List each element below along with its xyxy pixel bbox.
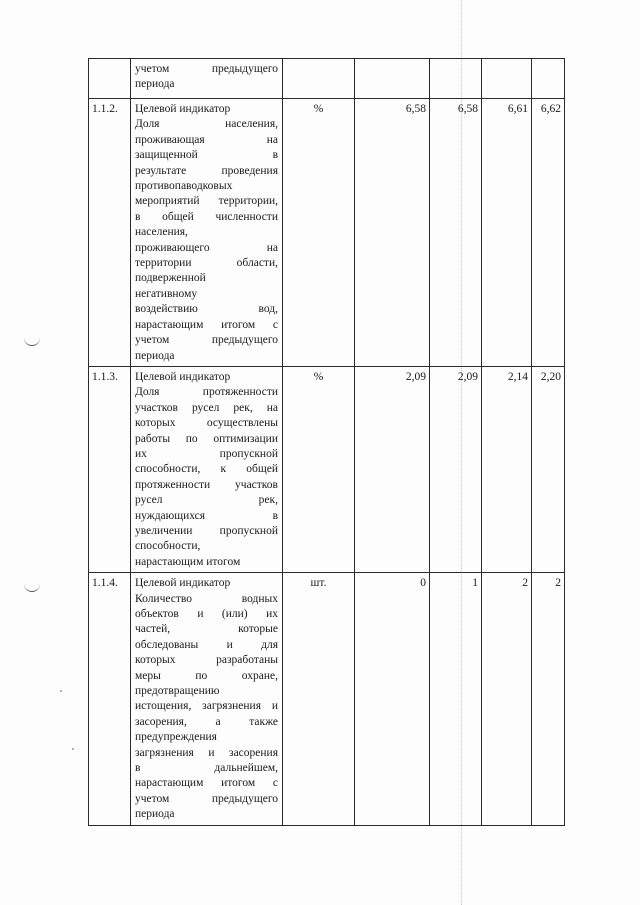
description-line: Целевой индикатор bbox=[135, 103, 231, 115]
unit-of-measure bbox=[283, 59, 355, 99]
description-line: подверженной bbox=[135, 272, 206, 285]
description-line: противопаводковых bbox=[135, 180, 233, 193]
table-row bbox=[89, 59, 565, 99]
value-year-2: 6,58 bbox=[430, 99, 482, 367]
description-line: способности, к общей bbox=[135, 463, 278, 476]
description-line: учетом предыдущего bbox=[135, 334, 278, 347]
description-line: меры по охране, bbox=[135, 669, 278, 682]
description-line: учетом предыдущего bbox=[135, 792, 278, 805]
indicator-description bbox=[131, 59, 283, 99]
value-year-2: 2,09 bbox=[430, 366, 482, 572]
indicator-number: 1.1.2. bbox=[89, 99, 131, 367]
description-line: участков русел рек, на bbox=[135, 401, 278, 414]
value-year-4 bbox=[532, 59, 565, 99]
description-line: их пропускной bbox=[135, 447, 278, 460]
description-line: загрязнения и засорения bbox=[135, 746, 278, 759]
description-line: истощения, загрязнения и bbox=[135, 700, 278, 713]
description-line: нарастающим итогом bbox=[135, 555, 241, 568]
description-line: нуждающихся в bbox=[135, 509, 278, 522]
description-line: способности, bbox=[135, 540, 201, 553]
description-line: результате проведения bbox=[135, 164, 278, 177]
description-line: нарастающим итогом с bbox=[135, 777, 278, 790]
description-line: проживающего на bbox=[135, 241, 278, 254]
scan-speck bbox=[60, 690, 62, 692]
description-line: засорения, а также bbox=[135, 715, 278, 728]
indicator-table-body bbox=[89, 59, 565, 826]
value-year-3: 2,14 bbox=[482, 366, 532, 572]
scan-speck bbox=[72, 748, 74, 750]
description-line: Доля протяженности bbox=[135, 386, 278, 399]
description-line: частей, которые bbox=[135, 623, 278, 636]
description-line: защищенной в bbox=[135, 149, 278, 162]
description-line: периода bbox=[135, 808, 175, 821]
value-year-1: 6,58 bbox=[355, 99, 430, 367]
value-year-4: 6,62 bbox=[532, 99, 565, 367]
value-year-3: 2 bbox=[482, 573, 532, 826]
description-line: предупреждения bbox=[135, 731, 217, 744]
description-line: нарастающим итогом с bbox=[135, 318, 278, 331]
indicator-number: 1.1.4. bbox=[89, 573, 131, 826]
indicator-number: 1.1.3. bbox=[89, 366, 131, 572]
description-line: негативному bbox=[135, 287, 198, 300]
table-row bbox=[89, 573, 565, 826]
value-year-3 bbox=[482, 59, 532, 99]
description-line: обследованы и для bbox=[135, 638, 278, 651]
unit-of-measure: % bbox=[283, 99, 355, 367]
description-line: работы по оптимизации bbox=[135, 432, 278, 445]
description-line: которых осуществлены bbox=[135, 417, 278, 430]
table-row bbox=[89, 366, 565, 572]
value-year-1: 2,09 bbox=[355, 366, 430, 572]
binder-hole-mark bbox=[24, 583, 40, 592]
description-line: мероприятий территории, bbox=[135, 195, 278, 208]
indicator-description bbox=[131, 99, 283, 367]
indicator-description bbox=[131, 573, 283, 826]
value-year-4: 2,20 bbox=[532, 366, 565, 572]
indicator-table bbox=[88, 58, 565, 826]
description-line: Доля населения, bbox=[135, 118, 278, 131]
description-line: объектов и (или) их bbox=[135, 608, 278, 620]
description-line: русел рек, bbox=[135, 494, 278, 507]
description-line: увеличении пропускной bbox=[135, 524, 278, 537]
unit-of-measure: шт. bbox=[283, 573, 355, 826]
value-year-1: 0 bbox=[355, 573, 430, 826]
description-line: воздействию вод, bbox=[135, 303, 278, 316]
indicator-number bbox=[89, 59, 131, 99]
description-line: учетом предыдущего bbox=[135, 63, 278, 75]
table-row bbox=[89, 99, 565, 367]
description-line: Количество водных bbox=[135, 592, 278, 605]
value-year-2 bbox=[430, 59, 482, 99]
description-line: Целевой индикатор bbox=[135, 577, 231, 590]
description-line: периода bbox=[135, 78, 175, 91]
indicator-description bbox=[131, 366, 283, 572]
description-line: проживающая на bbox=[135, 133, 278, 146]
value-year-4: 2 bbox=[532, 573, 565, 826]
description-line: Целевой индикатор bbox=[135, 370, 231, 383]
description-line: предотвращению bbox=[135, 685, 220, 698]
binder-hole-mark bbox=[24, 337, 40, 346]
description-line: протяженности участков bbox=[135, 478, 278, 491]
description-line: населения, bbox=[135, 226, 188, 239]
description-line: которых разработаны bbox=[135, 654, 278, 667]
description-line: в общей численности bbox=[135, 210, 278, 223]
description-line: территории области, bbox=[135, 257, 278, 270]
description-line: периода bbox=[135, 349, 175, 362]
value-year-1 bbox=[355, 59, 430, 99]
value-year-3: 6,61 bbox=[482, 99, 532, 367]
unit-of-measure: % bbox=[283, 366, 355, 572]
value-year-2: 1 bbox=[430, 573, 482, 826]
description-line: в дальнейшем, bbox=[135, 762, 278, 775]
